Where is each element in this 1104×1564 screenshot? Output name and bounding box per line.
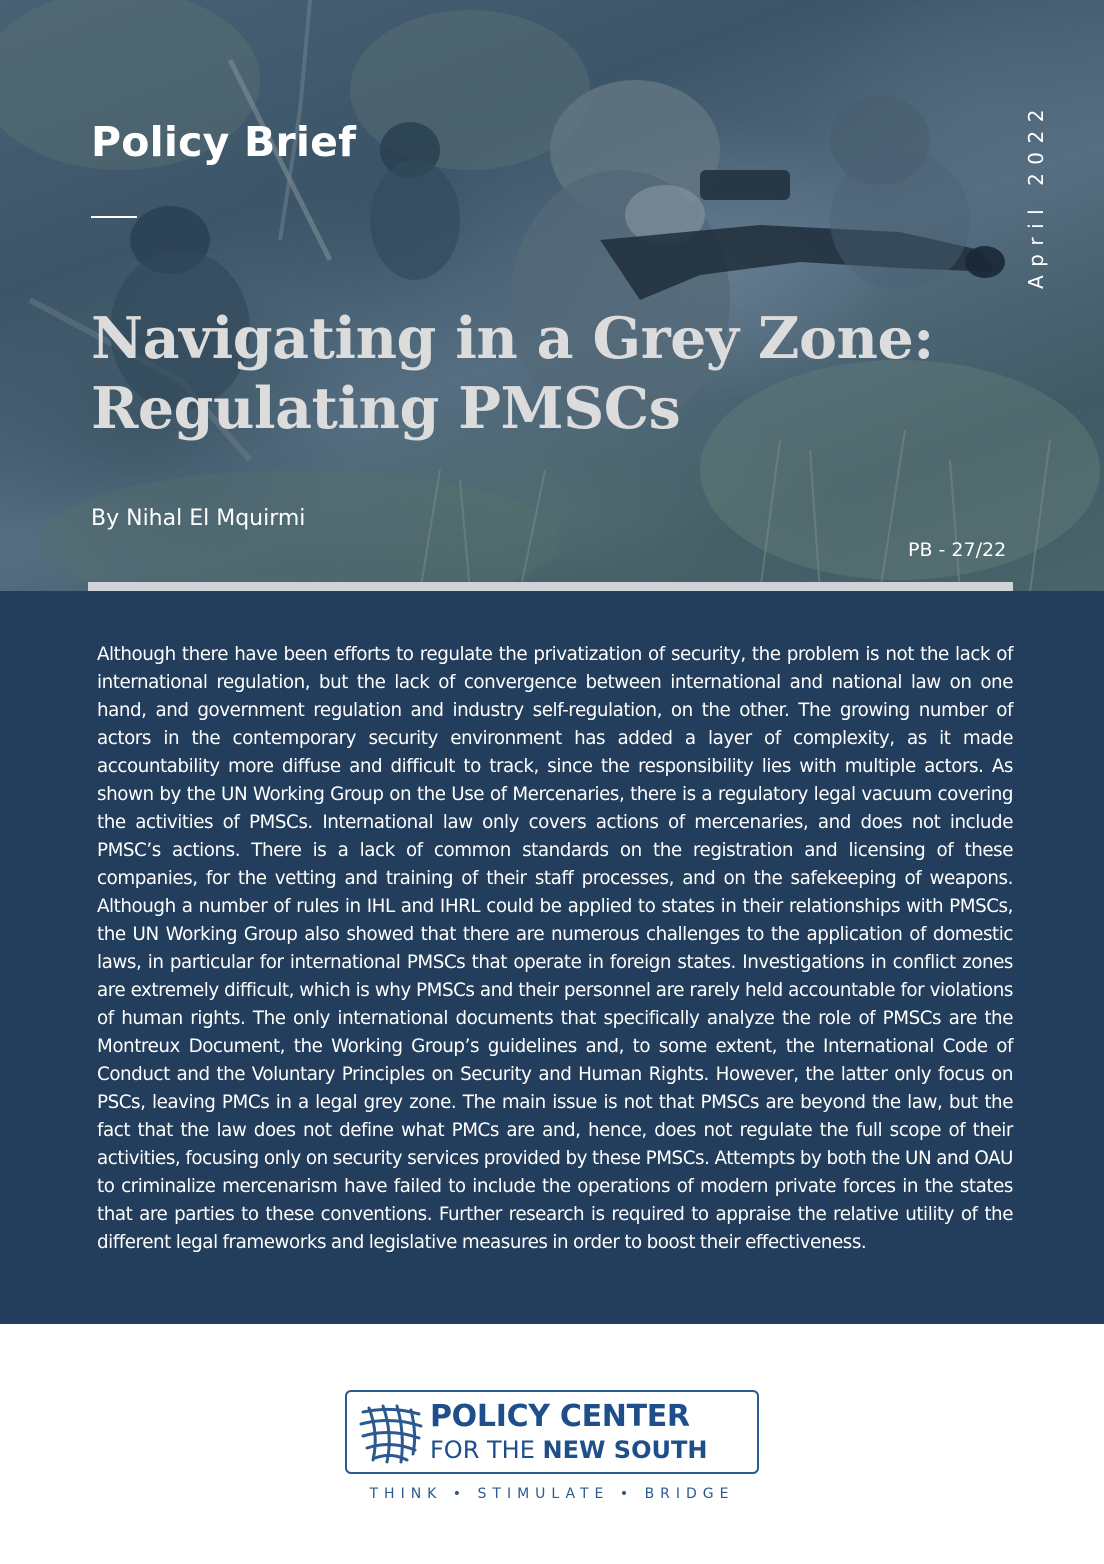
publication-date: April 2022 [1024,101,1048,289]
title-line-2: Regulating PMSCs [91,375,681,442]
hero-tint-overlay [0,0,1104,592]
globe-mesh-icon [359,1404,423,1464]
document-title [91,304,991,444]
hero-bottom-rule [88,582,1013,591]
policy-center-logo [345,1390,759,1474]
title-line-1: Navigating in a Grey Zone: [91,305,934,372]
doc-type-label: Policy Brief [91,118,357,166]
abstract-text: Although there have been efforts to regulate the privatization of security, the problem is not the lack of international regulation, but the lack of convergence between international and national law on one hand, and government regulation and industry self-regulation, on the other. The growing number of actors in the contemporary security environment has added a layer of complexity, as it made accountability more diffuse and difficult to track, since the responsibility lies with multiple actors. As shown by the UN Working Group on the Use of Mercenaries, there is a regulatory legal vacuum covering the activities of PMSCs. International law only covers actions of mercenaries, and does not include PMSC’s actions. There is a lack of common standards on the registration and licensing of these companies, for the vetting and training of their staff processes, and on the safekeeping of weapons. Although a number of rules in IHL and IHRL could be applied to states in their relationships with PMSCs, the UN Working Group also showed that there are numerous challenges to the application of domestic laws, in particular for international PMSCs that operate in foreign states. Investigations in conflict zones are extremely difficult, which is why PMSCs and their personnel are rarely held accountable for violations of human rights. The only international documents that specifically analyze the role of PMSCs are the Montreux Document, the Working Group’s guidelines and, to some extent, the International Code of Conduct and the Voluntary Principles on Security and Human Rights. However, the latter only focus on PSCs, leaving PMCs in a legal grey zone. The main issue is not that PMSCs are beyond the law, but the fact that the law does not define what PMCs are and, hence, does not regulate the full scope of their activities, focusing only on security services provided by these PMSCs. Attempts by both the UN and OAU to criminalize mercenarism have failed to include the operations of modern private forces in the states that are parties to these conventions. Further research is required to appraise the relative utility of the different legal frameworks and legislative measures in order to boost their effectiveness. [97,644,1013,1253]
logo-text-line-2 [430,1436,707,1464]
logo-tagline: THINK • STIMULATE • BRIDGE [369,1486,735,1502]
cover-hero [0,0,1104,592]
logo-text-bold: NEW SOUTH [542,1436,708,1464]
logo-text-prefix: FOR THE [430,1436,543,1464]
logo-text-line-1: POLICY CENTER [430,1399,690,1434]
author-byline: By Nihal El Mquirmi [91,506,306,531]
abstract-panel [0,591,1104,1324]
title-divider [91,216,137,218]
brief-code: PB - 27/22 [908,539,1007,561]
